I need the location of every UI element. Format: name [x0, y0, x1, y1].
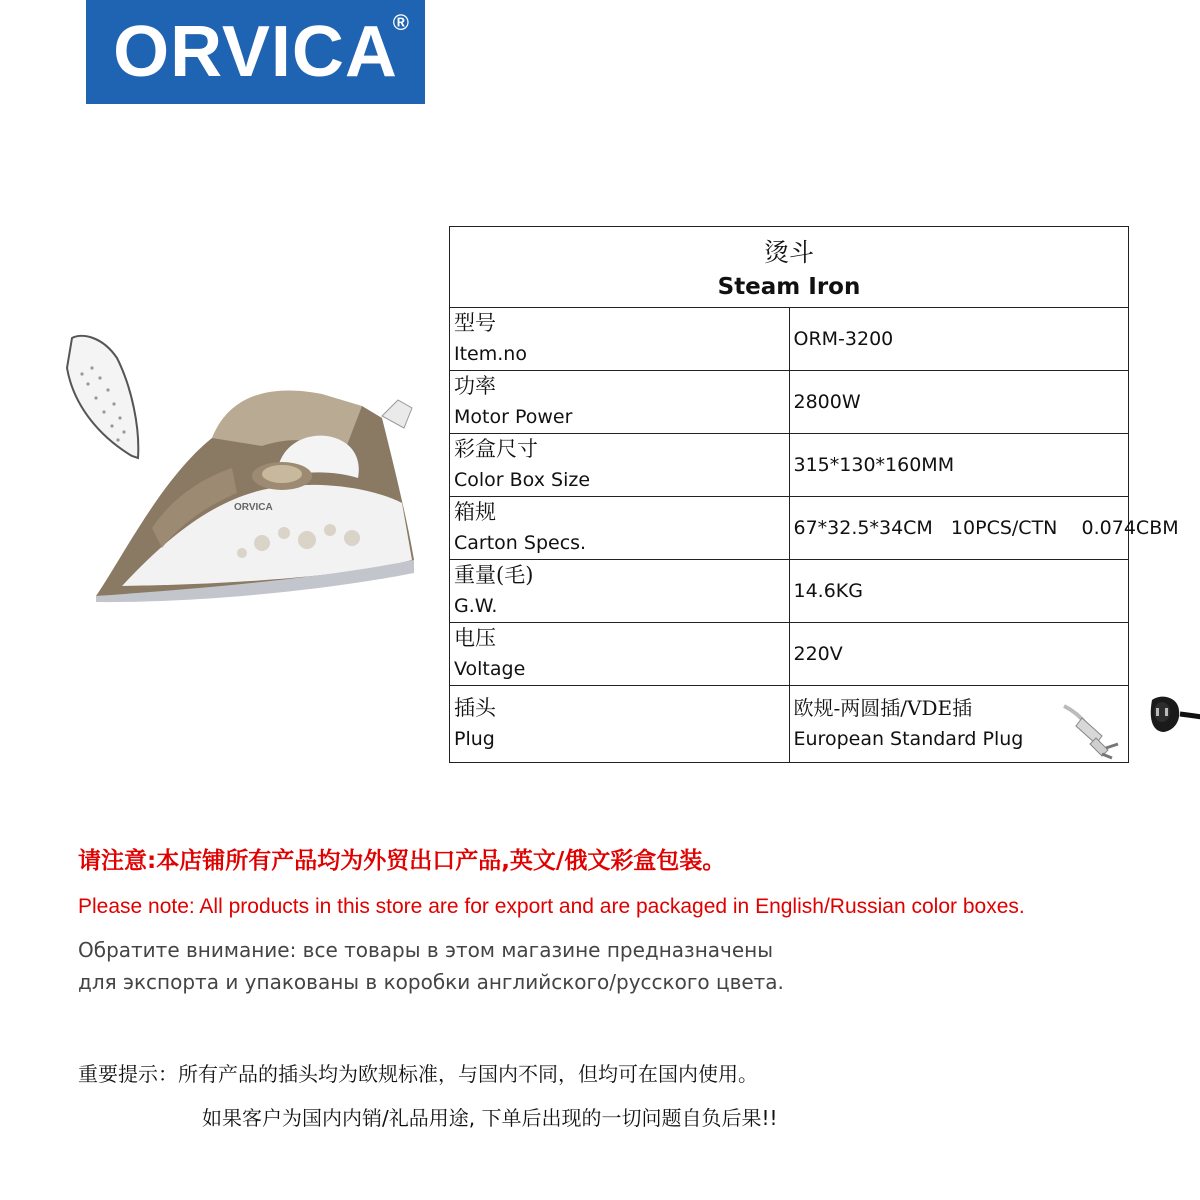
spec-value: ORM-3200	[789, 308, 1129, 371]
spec-value: 14.6KG	[789, 560, 1129, 623]
brand-logo	[86, 0, 425, 104]
spec-key-cn: 功率	[454, 374, 496, 398]
spec-key	[450, 308, 790, 371]
spec-key	[450, 686, 790, 763]
spec-key-en: G.W.	[454, 595, 498, 617]
table-row	[450, 497, 1129, 560]
spec-key	[450, 560, 790, 623]
spec-key	[450, 497, 790, 560]
important-tip-line2: 如果客户为国内内销/礼品用途, 下单后出现的一切问题自负后果!!	[202, 1106, 778, 1130]
two-pin-plug-icon	[1062, 700, 1124, 760]
title-cn: 烫斗	[763, 238, 814, 267]
spec-key	[450, 434, 790, 497]
plug-value-en: European Standard Plug	[793, 728, 1024, 750]
table-row	[450, 623, 1129, 686]
spec-key-en: Item.no	[454, 343, 527, 365]
important-tip-line1: 重要提示：所有产品的插头均为欧规标准，与国内不同，但均可在国内使用。	[78, 1062, 758, 1086]
spec-table-title	[450, 227, 1129, 308]
spec-value	[789, 686, 1129, 763]
plug-value-cn: 欧规-两圆插/VDE插	[793, 696, 973, 720]
table-row	[450, 560, 1129, 623]
spec-table-title-row	[450, 227, 1129, 308]
spec-key-en: Plug	[454, 728, 495, 750]
spec-key-en: Color Box Size	[454, 469, 591, 491]
spec-value: 67*32.5*34CM 10PCS/CTN 0.074CBM	[789, 497, 1129, 560]
table-row	[450, 371, 1129, 434]
spec-key-cn: 电压	[454, 626, 496, 650]
spec-value: 315*130*160MM	[789, 434, 1129, 497]
spec-key-cn: 插头	[454, 696, 496, 720]
table-row	[450, 308, 1129, 371]
spec-key-cn: 重量(毛)	[454, 563, 534, 587]
notice-cn: 请注意:本店铺所有产品均为外贸出口产品,英文/俄文彩盒包装。	[78, 848, 726, 874]
spec-key-en: Motor Power	[454, 406, 573, 428]
spec-key	[450, 623, 790, 686]
notice-ru-line2: для экспорта и упакованы в коробки английского/русского цвета.	[78, 970, 784, 994]
schuko-plug-icon	[1146, 692, 1200, 742]
iron-body	[96, 390, 414, 602]
spec-value: 220V	[789, 623, 1129, 686]
spec-key-cn: 箱规	[454, 500, 496, 524]
iron-label: ORVICA	[234, 502, 273, 513]
table-row	[450, 686, 1129, 763]
soleplate-image	[67, 336, 138, 458]
spec-key-en: Carton Specs.	[454, 532, 587, 554]
table-row	[450, 434, 1129, 497]
spec-key-en: Voltage	[454, 658, 526, 680]
spec-value: 2800W	[789, 371, 1129, 434]
spec-key-cn: 彩盒尺寸	[454, 437, 538, 461]
notice-ru	[78, 934, 784, 998]
spec-key	[450, 371, 790, 434]
notice-ru-line1: Обратите внимание: все товары в этом магазине предназначены	[78, 938, 774, 962]
brand-name: ORVICA	[113, 12, 398, 92]
steam-iron-icon	[62, 328, 422, 608]
spec-key-cn: 型号	[454, 311, 496, 335]
notice-en: Please note: All products in this store are for export and are packaged in English/Russian color boxes.	[78, 895, 1025, 918]
registered-mark: ®	[392, 10, 409, 35]
spec-table	[449, 226, 1179, 763]
title-en: Steam Iron	[717, 274, 861, 300]
